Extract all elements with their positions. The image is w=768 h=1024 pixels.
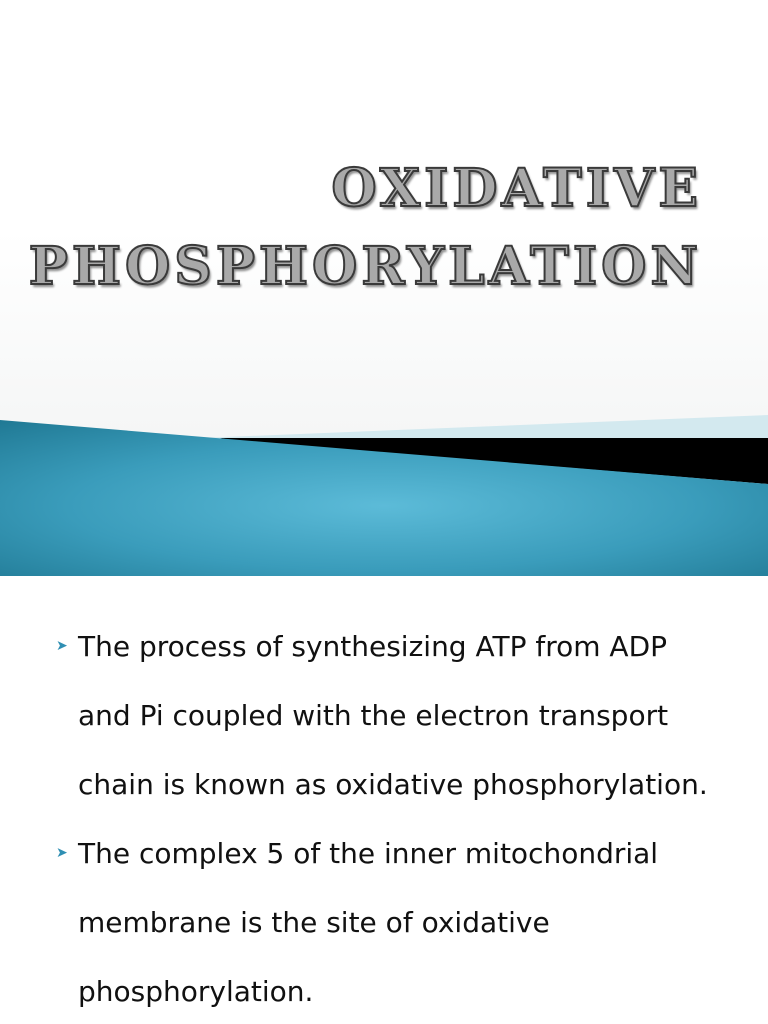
bullet-text: The complex 5 of the inner mitochondrial xyxy=(78,837,659,870)
arrowhead-bullet-icon: ➤ xyxy=(56,638,68,654)
bullet-text: membrane is the site of oxidative xyxy=(78,906,550,939)
bullet-2-line-1 xyxy=(0,819,768,888)
bullet-1-line-1 xyxy=(0,612,768,681)
bullet-text: and Pi coupled with the electron transport xyxy=(78,699,669,732)
decorative-banner xyxy=(0,410,768,576)
bullet-2-line-2 xyxy=(0,888,768,957)
banner-pale-band xyxy=(200,415,768,442)
slide-title xyxy=(29,150,702,306)
bullet-text: chain is known as oxidative phosphorylation. xyxy=(78,768,708,801)
content-slide xyxy=(0,576,768,1024)
bullet-text: The process of synthesizing ATP from ADP xyxy=(78,630,668,663)
title-line-1: OXIDATIVE xyxy=(331,158,702,219)
arrowhead-bullet-icon: ➤ xyxy=(56,845,68,861)
bullet-1-line-2 xyxy=(0,681,768,750)
title-line-2: PHOSPHORYLATION xyxy=(28,236,702,297)
bullet-list xyxy=(0,612,768,1024)
bullet-1-line-3 xyxy=(0,750,768,819)
bullet-text: phosphorylation. xyxy=(78,975,314,1008)
bullet-2-line-3 xyxy=(0,957,768,1024)
